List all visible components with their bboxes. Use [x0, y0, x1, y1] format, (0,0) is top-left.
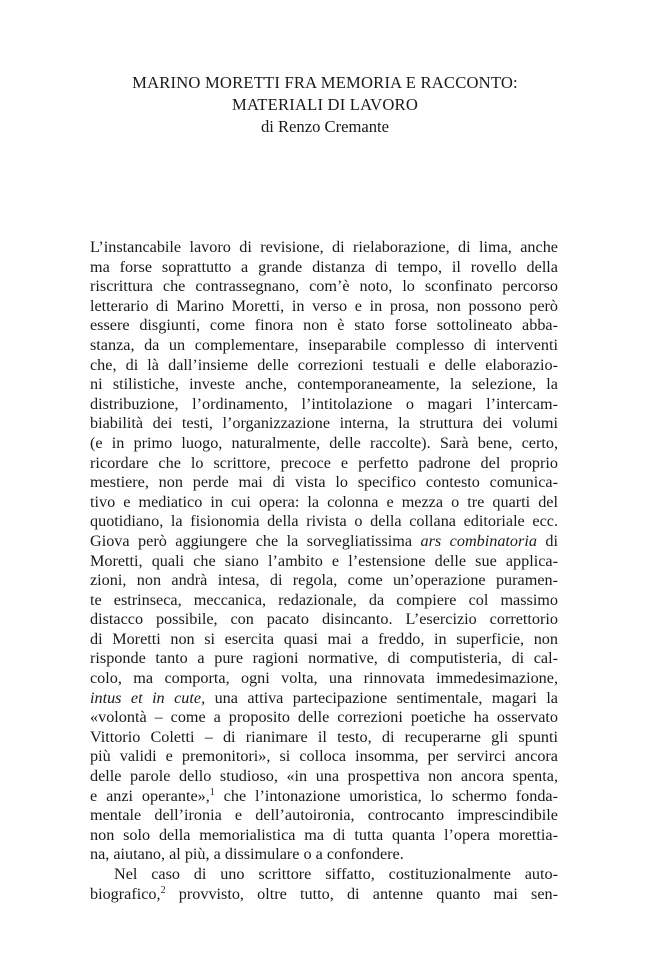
body-line: mestiere, non perde mai di vista lo specifico contesto comunica- [90, 473, 558, 492]
body-line: zioni, non andrà intesa, di regola, come un’operazione puramen- [90, 571, 558, 590]
body-line: distribuzione, l’ordinamento, l’intitolazione o magari l’intercam- [90, 394, 558, 413]
body-line: riscrittura che contrassegnano, com’è noto, lo sconfinato percorso [90, 277, 558, 296]
body-line: delle parole dello studioso, «in una prospettiva non ancora spenta, [90, 767, 558, 786]
body-line: ma forse soprattutto a grande distanza di tempo, il rovello della [90, 257, 558, 276]
body-line: letterario di Marino Moretti, in verso e in prosa, non possono però [90, 296, 558, 315]
body-line: tivo e mediatico in cui opera: la colonna e mezza o tre quarti del [90, 492, 558, 511]
body-line: te estrinseca, meccanica, redazionale, da compiere col massimo [90, 590, 558, 609]
body-line: na, aiutano, al più, a dissimulare o a confondere. [90, 845, 404, 864]
body-line: ni stilistiche, investe anche, contemporaneamente, la selezione, la [90, 375, 558, 394]
article-body [90, 238, 558, 904]
body-line: Nel caso di uno scrittore siffatto, costituzionalmente auto- [114, 865, 558, 883]
author-byline: di Renzo Cremante [260, 117, 390, 136]
body-line: L’instancabile lavoro di revisione, di rielaborazione, di lima, anche [90, 238, 558, 256]
body-line: «volontà – come a proposito delle correzioni poetiche ha osservato [90, 708, 558, 727]
body-line: stanza, da un complementare, inseparabile complesso di interventi [90, 335, 558, 354]
body-line: risponde tanto a pure ragioni normative, di computisteria, di cal- [90, 649, 558, 668]
body-line: non solo della memorialistica ma di tutta quanta l’opera morettia- [90, 825, 558, 844]
body-line: (e in primo luogo, naturalmente, delle raccolte). Sarà bene, certo, [90, 433, 558, 452]
title-line-2: MATERIALI DI LAVORO [231, 95, 418, 114]
body-line: e anzi operante»,$^1$ che l’intonazione umoristica, lo schermo fonda- [90, 786, 558, 805]
body-line: più validi e premonitori», si colloca insomma, per servirci ancora [90, 747, 558, 766]
body-line: di Moretti non si esercita quasi mai a freddo, in superficie, non [90, 629, 558, 648]
article-title [60, 72, 590, 116]
body-line: intus et in cute, una attiva partecipazione sentimentale, magari la [90, 688, 558, 707]
body-line: colo, ma comporta, ogni volta, una rinnovata immedesimazione, [90, 669, 558, 688]
body-line: ricordare che lo scrittore, precoce e perfetto padrone del proprio [90, 453, 558, 472]
body-line: essere disgiunti, come finora non è stato forse sottolineato abba- [90, 316, 558, 335]
body-line: Giova però aggiungere che la sorvegliatissima ars combinatoria di [90, 531, 558, 550]
body-line: che, di là dall’insieme delle correzioni testuali e delle elaborazio- [90, 355, 558, 374]
body-line: Moretti, quali che siano l’ambito e l’estensione delle sue applica- [90, 551, 558, 570]
body-line: mentale dell’ironia e dell’autoironia, controcanto imprescindibile [90, 806, 558, 825]
body-line: Vittorio Coletti – di rianimare il testo, di recuperarne gli spunti [90, 727, 558, 746]
body-line: distacco possibile, con pacato disincanto. L’esercizio correttorio [90, 610, 558, 629]
body-line: biabilità dei testi, l’organizzazione interna, la struttura dei volumi [90, 414, 558, 433]
body-line: quotidiano, la fisionomia della rivista o della collana editoriale ecc. [90, 512, 558, 531]
body-line: biografico,$^2$ provvisto, oltre tutto, di antenne quanto mai sen- [90, 884, 558, 903]
title-line-1: MARINO MORETTI FRA MEMORIA E RACCONTO: [132, 73, 518, 92]
